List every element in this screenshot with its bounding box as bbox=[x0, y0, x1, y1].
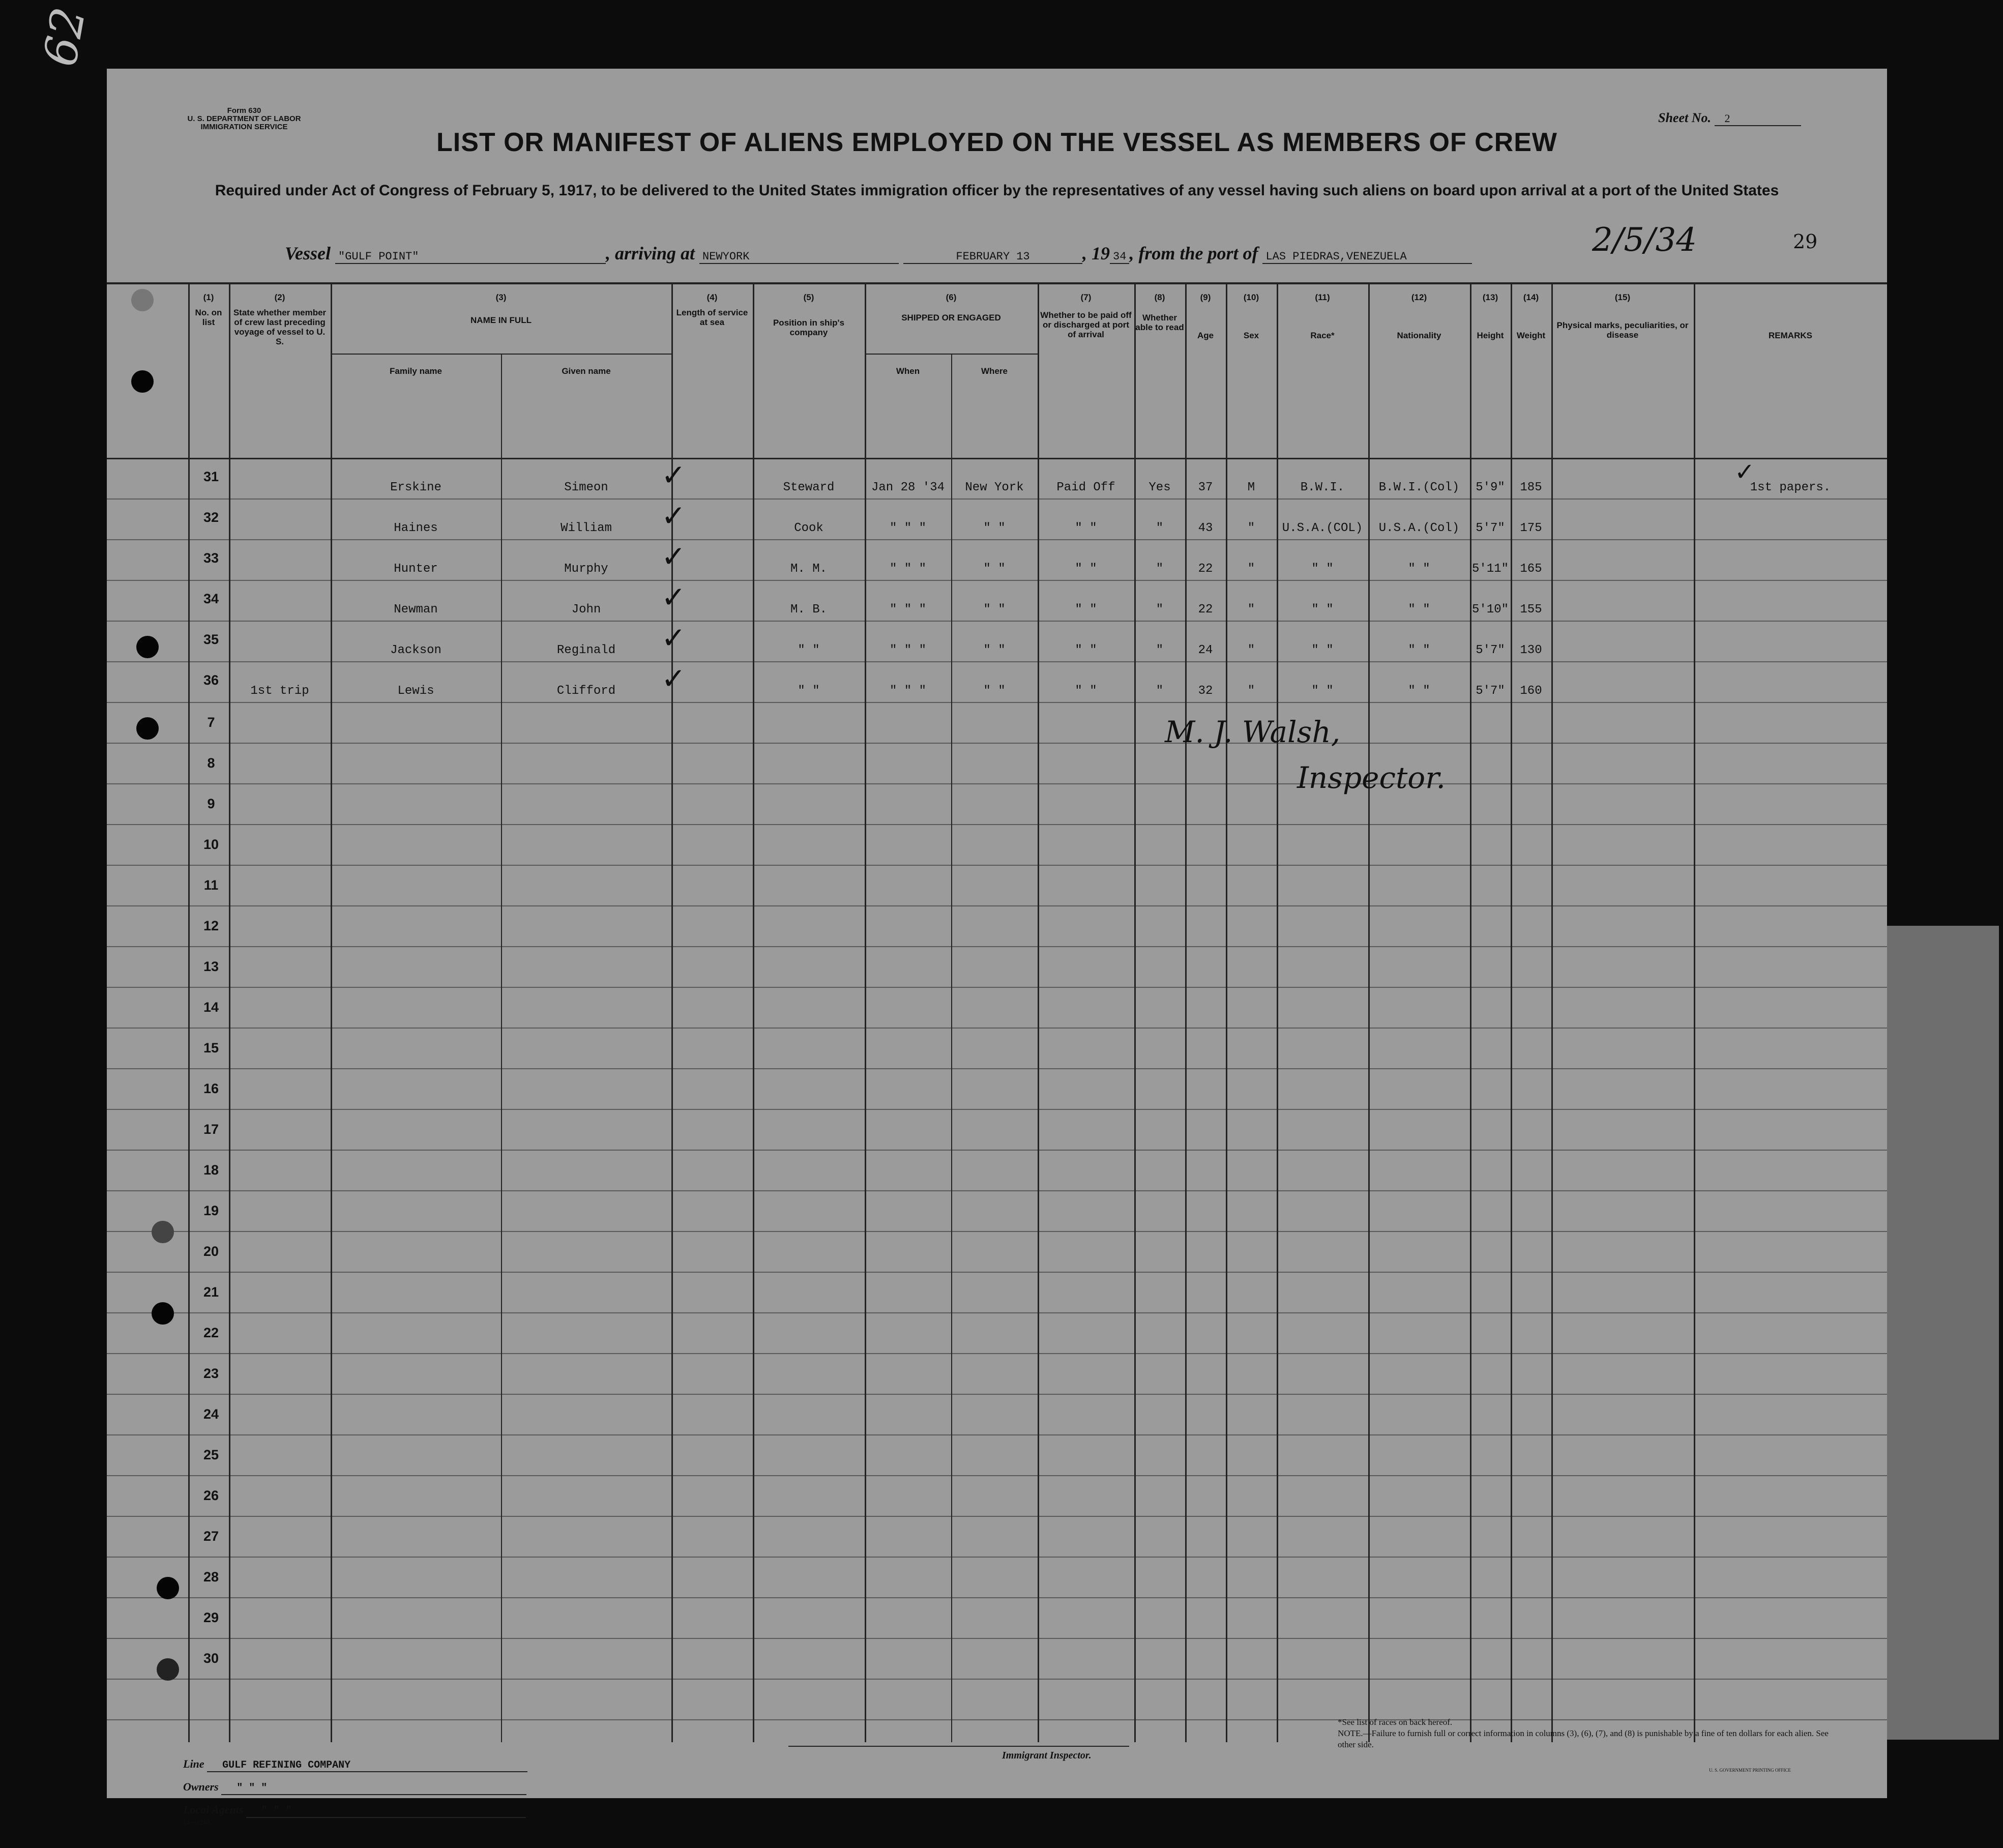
margin-annotation: 62 bbox=[33, 3, 96, 71]
binder-hole bbox=[131, 370, 154, 393]
col-header-nationality: Nationality bbox=[1397, 331, 1441, 340]
cell-when: " " " bbox=[889, 684, 926, 698]
vessel-label: Vessel bbox=[285, 243, 331, 263]
page-subtitle: Required under Act of Congress of February 5, 1917, to be delivered to the United States immigration officer by the representatives of any vessel having such aliens on board upon arrival at a port of the United States bbox=[215, 182, 1779, 199]
cell-read: " bbox=[1156, 603, 1164, 617]
cell-height: 5'7" bbox=[1476, 521, 1505, 535]
cell-race: " " bbox=[1311, 643, 1334, 657]
agents-value: " " " bbox=[246, 1805, 526, 1818]
cell-where: " " bbox=[983, 521, 1006, 535]
cell-family: Lewis bbox=[397, 684, 434, 698]
cell-remarks: 1st papers. bbox=[1750, 481, 1831, 494]
col-rule bbox=[1368, 282, 1370, 1742]
col-rule bbox=[1511, 282, 1512, 1742]
line-label: Line bbox=[183, 1757, 204, 1770]
cell-sex: " bbox=[1247, 521, 1255, 535]
row-number: 18 bbox=[203, 1162, 219, 1178]
printer-line: U. S. GOVERNMENT PRINTING OFFICE bbox=[1709, 1768, 1791, 1773]
cell-when: Jan 28 '34 bbox=[871, 481, 945, 494]
col-num: (11) bbox=[1315, 292, 1330, 302]
departure-port: LAS PIEDRAS,VENEZUELA bbox=[1262, 250, 1472, 264]
row-rule bbox=[107, 1557, 1887, 1558]
cell-where: New York bbox=[965, 481, 1024, 494]
row-number: 20 bbox=[203, 1244, 219, 1259]
col-rule bbox=[1551, 282, 1553, 1742]
cell-given: William bbox=[561, 521, 612, 535]
col-header-race: Race* bbox=[1310, 331, 1335, 340]
line-value: GULF REFINING COMPANY bbox=[207, 1759, 527, 1772]
sheet-number-value: 2 bbox=[1715, 112, 1801, 126]
immigrant-inspector-label: Immigrant Inspector. bbox=[1002, 1750, 1092, 1761]
col-header-weight: Weight bbox=[1516, 331, 1546, 340]
arriving-label: , arriving at bbox=[606, 243, 695, 263]
year-prefix: , 19 bbox=[1082, 243, 1110, 263]
col-rule bbox=[1277, 282, 1278, 1742]
cell-nationality: " " bbox=[1408, 684, 1430, 698]
row-number: 14 bbox=[203, 1000, 219, 1015]
cell-nationality: " " bbox=[1408, 562, 1430, 576]
col-header-no: No. on list bbox=[195, 308, 222, 327]
footer-line bbox=[183, 1757, 527, 1772]
row-rule bbox=[107, 743, 1887, 744]
row-rule bbox=[107, 1679, 1887, 1680]
cell-given: Murphy bbox=[564, 562, 608, 576]
page-edge bbox=[1882, 926, 1999, 1740]
vessel-line bbox=[285, 243, 1472, 264]
col-rule bbox=[1470, 282, 1471, 1742]
cell-nationality: " " bbox=[1408, 603, 1430, 617]
cell-weight: 185 bbox=[1520, 481, 1542, 494]
row-rule bbox=[107, 1150, 1887, 1151]
cell-age: 37 bbox=[1198, 481, 1213, 494]
col-header-name: NAME IN FULL bbox=[470, 315, 532, 325]
col-rule bbox=[1038, 282, 1039, 1742]
cell-given: Clifford bbox=[556, 684, 616, 698]
shipped-sub-rule bbox=[865, 354, 1038, 355]
cell-nationality: B.W.I.(Col) bbox=[1378, 481, 1460, 494]
inspector-signature: M. J. Walsh, bbox=[1165, 715, 1341, 749]
col-num: (3) bbox=[495, 292, 507, 302]
row-rule bbox=[107, 1028, 1887, 1029]
service: IMMIGRATION SERVICE bbox=[200, 123, 288, 131]
cell-where: " " bbox=[983, 643, 1006, 657]
footer-owners bbox=[183, 1780, 526, 1795]
col-rule bbox=[1694, 282, 1695, 1742]
row-rule bbox=[107, 580, 1887, 581]
row-number: 32 bbox=[203, 510, 219, 525]
cell-age: 22 bbox=[1198, 603, 1213, 617]
row-rule bbox=[107, 987, 1887, 988]
binder-hole bbox=[157, 1658, 179, 1681]
col-header-previous-voyage: State whether member of crew last preceding voyage of vessel to U. S. bbox=[233, 308, 327, 346]
cell-read: Yes bbox=[1148, 481, 1171, 494]
row-number: 25 bbox=[203, 1447, 219, 1462]
row-number: 15 bbox=[203, 1040, 219, 1055]
cell-sex: " bbox=[1247, 643, 1255, 657]
binder-hole bbox=[157, 1577, 179, 1599]
cell-height: 5'11" bbox=[1471, 562, 1509, 576]
col-num: (14) bbox=[1523, 292, 1539, 302]
cell-age: 24 bbox=[1198, 643, 1213, 657]
col-header-length-of-service: Length of service at sea bbox=[676, 308, 748, 327]
cell-paid: Paid Off bbox=[1056, 481, 1115, 494]
col-num: (8) bbox=[1154, 292, 1165, 302]
col-header-where: Where bbox=[981, 366, 1008, 376]
cell-race: U.S.A.(COL) bbox=[1282, 521, 1363, 535]
from-label: , from the port of bbox=[1129, 243, 1258, 263]
row-number: 35 bbox=[203, 632, 219, 647]
cell-race: B.W.I. bbox=[1300, 481, 1345, 494]
row-number: 12 bbox=[203, 918, 219, 933]
check-mark: ✓ bbox=[661, 661, 686, 696]
check-mark: ✓ bbox=[661, 580, 686, 614]
col-num: (9) bbox=[1200, 292, 1211, 302]
row-rule bbox=[107, 1312, 1887, 1313]
col-num: (10) bbox=[1243, 292, 1259, 302]
row-rule bbox=[107, 539, 1887, 540]
col-header-sex: Sex bbox=[1243, 331, 1259, 340]
form-code: 14—1240 bbox=[183, 1818, 210, 1826]
cell-where: " " bbox=[983, 603, 1006, 617]
col-header-given-name: Given name bbox=[562, 366, 611, 376]
check-mark: ✓ bbox=[661, 458, 686, 492]
penalty-note: NOTE.—Failure to furnish full or correct information in columns (3), (6), (7), and (8) is punishable by a fine of ten dollars for each alien. See other side. bbox=[1338, 1728, 1829, 1749]
row-number: 23 bbox=[203, 1366, 219, 1381]
row-number: 28 bbox=[203, 1569, 219, 1585]
row-rule bbox=[107, 1434, 1887, 1435]
cell-height: 5'7" bbox=[1476, 643, 1505, 657]
cell-age: 43 bbox=[1198, 521, 1213, 535]
col-header-able-to-read: Whether able to read bbox=[1135, 313, 1184, 332]
col-num: (6) bbox=[946, 292, 957, 302]
check-mark: ✓ bbox=[661, 539, 686, 574]
footer-agents bbox=[183, 1803, 526, 1818]
cell-height: 5'9" bbox=[1476, 481, 1505, 494]
row-number: 21 bbox=[203, 1284, 219, 1300]
col-header-shipped: SHIPPED OR ENGAGED bbox=[901, 313, 1001, 322]
row-rule bbox=[107, 1394, 1887, 1395]
binder-hole bbox=[152, 1302, 174, 1325]
vessel-name: "GULF POINT" bbox=[335, 250, 606, 264]
col-rule bbox=[1134, 282, 1136, 1742]
col-num: (12) bbox=[1411, 292, 1427, 302]
row-number: 36 bbox=[203, 672, 219, 688]
cell-weight: 160 bbox=[1520, 684, 1542, 698]
row-rule bbox=[107, 1231, 1887, 1232]
cell-given: John bbox=[571, 603, 601, 617]
table-top-rule bbox=[107, 282, 1887, 284]
cell-position: " " bbox=[798, 643, 820, 657]
row-rule bbox=[107, 1190, 1887, 1191]
row-rule bbox=[107, 824, 1887, 825]
col-header-remarks: REMARKS bbox=[1769, 331, 1812, 340]
cell-position: M. M. bbox=[790, 562, 827, 576]
row-rule bbox=[107, 905, 1887, 906]
cell-when: " " " bbox=[889, 521, 926, 535]
crew-table bbox=[107, 282, 1887, 1742]
department: U. S. DEPARTMENT OF LABOR bbox=[187, 114, 301, 123]
cell-given: Reginald bbox=[556, 643, 616, 657]
cell-when: " " " bbox=[889, 562, 926, 576]
cell-position: " " bbox=[798, 684, 820, 698]
row-rule bbox=[107, 1272, 1887, 1273]
cell-when: " " " bbox=[889, 603, 926, 617]
owners-label: Owners bbox=[183, 1780, 219, 1793]
row-rule bbox=[107, 865, 1887, 866]
name-sub-rule bbox=[331, 354, 671, 355]
check-mark: ✓ bbox=[661, 621, 686, 655]
cell-position: M. B. bbox=[790, 603, 827, 617]
cell-weight: 155 bbox=[1520, 603, 1542, 617]
row-number: 30 bbox=[203, 1651, 219, 1666]
footnote bbox=[1338, 1717, 1846, 1750]
cell-family: Newman bbox=[394, 603, 438, 617]
cell-prev: 1st trip bbox=[250, 684, 309, 698]
sheet-number-label: Sheet No. bbox=[1658, 110, 1711, 125]
arrival-port: NEWYORK bbox=[699, 250, 899, 264]
cell-paid: " " bbox=[1075, 562, 1097, 576]
col-rule bbox=[331, 282, 332, 1742]
col-num: (7) bbox=[1080, 292, 1092, 302]
row-rule bbox=[107, 1068, 1887, 1069]
row-number: 19 bbox=[203, 1203, 219, 1218]
cell-weight: 175 bbox=[1520, 521, 1542, 535]
cell-family: Haines bbox=[394, 521, 438, 535]
cell-paid: " " bbox=[1075, 603, 1097, 617]
binder-hole bbox=[131, 289, 154, 311]
row-number: 27 bbox=[203, 1529, 219, 1544]
col-num: (13) bbox=[1482, 292, 1498, 302]
row-number: 10 bbox=[203, 837, 219, 852]
row-rule bbox=[107, 1597, 1887, 1598]
arrival-date: FEBRUARY 13 bbox=[903, 250, 1082, 264]
cell-family: Hunter bbox=[394, 562, 438, 576]
row-rule bbox=[107, 702, 1887, 703]
row-number: 31 bbox=[203, 469, 219, 484]
row-number: 33 bbox=[203, 550, 219, 566]
cell-weight: 165 bbox=[1520, 562, 1542, 576]
cell-age: 22 bbox=[1198, 562, 1213, 576]
inspector-line bbox=[788, 1746, 1129, 1747]
row-number: 9 bbox=[207, 796, 215, 811]
form-number: Form 630 bbox=[227, 106, 261, 115]
cell-height: 5'7" bbox=[1476, 684, 1505, 698]
row-rule bbox=[107, 1638, 1887, 1639]
row-number: 22 bbox=[203, 1325, 219, 1340]
cell-read: " bbox=[1156, 562, 1164, 576]
row-number: 26 bbox=[203, 1488, 219, 1503]
col-header-height: Height bbox=[1477, 331, 1504, 340]
col-rule bbox=[1185, 282, 1187, 1742]
cell-sex: " bbox=[1247, 603, 1255, 617]
cell-read: " bbox=[1156, 521, 1164, 535]
binder-hole bbox=[136, 636, 159, 658]
row-rule bbox=[107, 621, 1887, 622]
row-number: 13 bbox=[203, 959, 219, 974]
row-rule bbox=[107, 1475, 1887, 1476]
col-num: (1) bbox=[203, 292, 214, 302]
cell-read: " bbox=[1156, 643, 1164, 657]
cell-nationality: U.S.A.(Col) bbox=[1378, 521, 1460, 535]
cell-height: 5'10" bbox=[1471, 603, 1509, 617]
handwritten-date: 2/5/34 bbox=[1592, 221, 1697, 259]
row-rule bbox=[107, 1516, 1887, 1517]
row-number: 17 bbox=[203, 1122, 219, 1137]
row-rule bbox=[107, 946, 1887, 947]
cell-read: " bbox=[1156, 684, 1164, 698]
col-num: (4) bbox=[706, 292, 718, 302]
row-rule bbox=[107, 783, 1887, 784]
cell-paid: " " bbox=[1075, 643, 1097, 657]
row-number: 8 bbox=[207, 755, 215, 771]
cell-paid: " " bbox=[1075, 521, 1097, 535]
col-header-when: When bbox=[896, 366, 920, 376]
owners-value: " " " bbox=[221, 1782, 526, 1795]
col-header-age: Age bbox=[1197, 331, 1214, 340]
col-header-position: Position in ship's company bbox=[773, 318, 845, 337]
cell-race: " " bbox=[1311, 684, 1334, 698]
cell-where: " " bbox=[983, 562, 1006, 576]
col-rule bbox=[1226, 282, 1227, 1742]
binder-hole bbox=[136, 717, 159, 740]
row-number: 29 bbox=[203, 1610, 219, 1625]
agents-label: Local Agents bbox=[183, 1803, 244, 1816]
page-number: 29 bbox=[1793, 230, 1818, 253]
row-number: 11 bbox=[203, 877, 219, 893]
cell-position: Cook bbox=[794, 521, 823, 535]
row-rule bbox=[107, 498, 1887, 500]
cell-given: Simeon bbox=[564, 481, 608, 494]
cell-age: 32 bbox=[1198, 684, 1213, 698]
cell-sex: M bbox=[1247, 481, 1255, 494]
cell-race: " " bbox=[1311, 603, 1334, 617]
cell-paid: " " bbox=[1075, 684, 1097, 698]
col-rule bbox=[865, 282, 866, 1742]
check-mark: ✓ bbox=[1734, 458, 1755, 486]
cell-where: " " bbox=[983, 684, 1006, 698]
col-header-paid-off: Whether to be paid off or discharged at port of arrival bbox=[1040, 310, 1132, 339]
cell-nationality: " " bbox=[1408, 643, 1430, 657]
row-rule bbox=[107, 1353, 1887, 1354]
sheet-number bbox=[1658, 110, 1801, 126]
row-number: 24 bbox=[203, 1406, 219, 1422]
col-num: (2) bbox=[274, 292, 285, 302]
header-bottom-rule bbox=[107, 458, 1887, 459]
col-rule bbox=[753, 282, 754, 1742]
inspector-title-handwritten: Inspector. bbox=[1297, 760, 1446, 795]
row-number: 7 bbox=[207, 715, 215, 730]
row-rule bbox=[107, 661, 1887, 662]
row-rule bbox=[107, 1109, 1887, 1110]
col-num: (15) bbox=[1614, 292, 1631, 302]
row-number: 16 bbox=[203, 1081, 219, 1096]
check-mark: ✓ bbox=[661, 498, 686, 533]
cell-family: Erskine bbox=[390, 481, 441, 494]
col-header-family-name: Family name bbox=[390, 366, 442, 376]
cell-race: " " bbox=[1311, 562, 1334, 576]
row-number: 34 bbox=[203, 591, 219, 606]
cell-when: " " " bbox=[889, 643, 926, 657]
cell-sex: " bbox=[1247, 562, 1255, 576]
binder-hole bbox=[152, 1221, 174, 1243]
race-footnote: *See list of races on back hereof. bbox=[1338, 1717, 1453, 1727]
arrival-year: 34 bbox=[1110, 250, 1129, 264]
col-header-physical-marks: Physical marks, peculiarities, or disease bbox=[1556, 320, 1689, 340]
cell-weight: 130 bbox=[1520, 643, 1542, 657]
page-title: LIST OR MANIFEST OF ALIENS EMPLOYED ON THE VESSEL AS MEMBERS OF CREW bbox=[436, 128, 1557, 157]
cell-sex: " bbox=[1247, 684, 1255, 698]
cell-position: Steward bbox=[783, 481, 835, 494]
col-num: (5) bbox=[803, 292, 814, 302]
manifest-sheet bbox=[107, 69, 1887, 1826]
cell-family: Jackson bbox=[390, 643, 441, 657]
